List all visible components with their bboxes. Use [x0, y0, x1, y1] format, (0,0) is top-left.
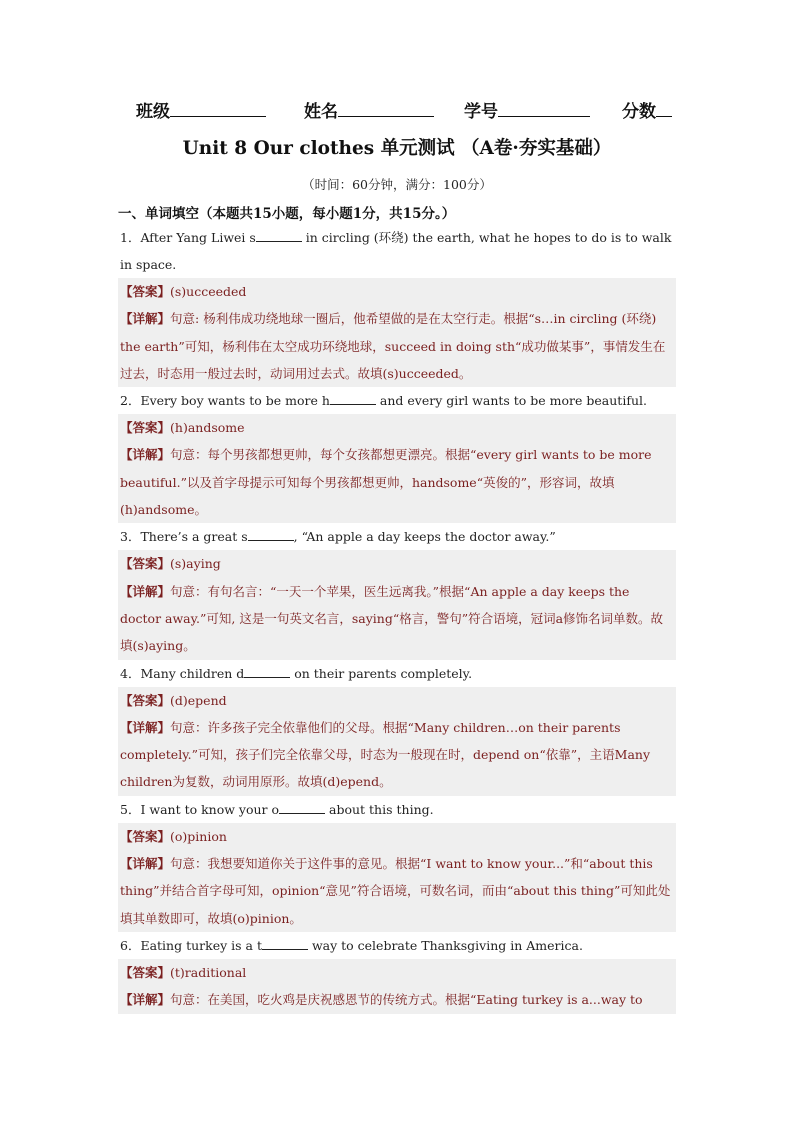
answer-tag: 【答案】 — [120, 828, 171, 844]
explanation-box — [118, 305, 676, 387]
answer-blank — [256, 229, 302, 242]
name-blank[interactable] — [338, 100, 434, 117]
score-label: 分数 — [622, 102, 656, 122]
answer-box — [118, 959, 676, 986]
question-item: 6．Eating turkey is a t way to celebrate Thanksgiving in America. — [120, 937, 583, 953]
explanation-box — [118, 714, 676, 796]
score-blank[interactable] — [656, 100, 672, 117]
question-item: 5．I want to know your o about this thing. — [120, 801, 434, 817]
explanation-text: 句意：我想要知道你关于这件事的意见。根据“I want to know your...”和“about this thing”并结合首字母可知，opinion“意见”符合语境，可数名词，而由“about this thing”可知此处填其单数即可，故填(o)pinion。 — [120, 856, 671, 926]
name-label: 姓名 — [304, 102, 338, 122]
document-subtitle: （时间：60分钟，满分：100分） — [302, 177, 492, 192]
section-heading: 一、单词填空（本题共15小题，每小题1分，共15分。） — [118, 206, 456, 222]
document-title: Unit 8 Our clothes 单元测试 （A卷·夯实基础） — [182, 138, 612, 159]
answer-tag: 【答案】 — [120, 284, 171, 299]
class-field[interactable] — [136, 97, 266, 122]
answer-text: (t)raditional — [170, 964, 247, 980]
detail-tag: 【详解】 — [120, 856, 171, 872]
answer-blank — [244, 665, 290, 678]
explanation-text: 句意：每个男孩都想更帅，每个女孩都想更漂亮。根据“every girl wants to be more beautiful.”以及首字母提示可知每个男孩都想更帅，handsome“英俊的”，形容词，故填(h)andsome。 — [120, 447, 652, 518]
detail-tag: 【详解】 — [120, 447, 171, 463]
class-label: 班级 — [136, 102, 170, 122]
explanation-text: 句意：有句名言：“一天一个苹果，医生远离我。”根据“An apple a day keeps the doctor away.”可知, 这是一句英文名言，saying“格言，警句”符合语境，冠词a修饰名词单数。故填(s)aying。 — [120, 583, 664, 654]
question-item: 4．Many children d on their parents completely. — [120, 665, 473, 681]
explanation-box — [118, 986, 676, 1013]
explanation-box — [118, 850, 676, 932]
detail-tag: 【详解】 — [120, 719, 171, 735]
answer-text: (s)ucceeded — [170, 284, 247, 299]
explanation-box — [118, 441, 676, 523]
answer-tag: 【答案】 — [120, 964, 171, 980]
answer-text: (d)epend — [170, 692, 227, 708]
student-info-line — [136, 97, 676, 123]
answer-tag: 【答案】 — [120, 692, 171, 708]
question-list — [118, 224, 676, 1014]
detail-tag: 【详解】 — [120, 311, 171, 327]
explanation-text: 句意: 杨利伟成功绕地球一圈后，他希望做的是在太空行走。根据“s…in circling (环绕) the earth”可知，杨利伟在太空成功环绕地球，succeed in doing sth“成功做某事”，事情发生在过去，时态用一般过去时，动词用过去式。故填(s)ucceeded。 — [120, 311, 666, 381]
answer-blank — [262, 937, 308, 950]
answer-tag: 【答案】 — [120, 420, 171, 436]
number-label: 学号 — [464, 102, 498, 122]
number-field[interactable] — [464, 97, 590, 122]
detail-tag: 【详解】 — [120, 583, 171, 599]
score-field[interactable] — [622, 97, 672, 122]
question-item: 3．There’s a great s , “An apple a day keeps the doctor away.” — [120, 529, 556, 545]
explanation-text: 句意：在美国，吃火鸡是庆祝感恩节的传统方式。根据“Eating turkey is a...way to — [170, 992, 643, 1008]
class-blank[interactable] — [170, 100, 266, 117]
explanation-text: 句意：许多孩子完全依靠他们的父母。根据“Many children…on their parents completely.”可知，孩子们完全依靠父母，时态为一般现在时，depend on“依靠”，主语Many children为复数，动词用原形。故填(d)epend。 — [120, 719, 651, 790]
name-field[interactable] — [304, 97, 434, 122]
explanation-box — [118, 578, 676, 660]
answer-text: (s)aying — [170, 556, 221, 572]
question-item: 1．After Yang Liwei s in circling (环绕) the earth, what he hopes to do is to walk in space. — [120, 230, 672, 272]
answer-box — [118, 414, 676, 441]
number-blank[interactable] — [498, 100, 590, 117]
answer-box — [118, 823, 676, 850]
answer-box — [118, 550, 676, 577]
detail-tag: 【详解】 — [120, 992, 171, 1008]
answer-blank — [279, 801, 325, 814]
answer-box — [118, 278, 676, 305]
answer-text: (h)andsome — [170, 420, 245, 436]
answer-text: (o)pinion — [170, 828, 227, 844]
answer-box — [118, 687, 676, 714]
question-item: 2．Every boy wants to be more h and every girl wants to be more beautiful. — [120, 393, 647, 409]
answer-blank — [248, 528, 294, 541]
answer-tag: 【答案】 — [120, 556, 171, 572]
answer-blank — [330, 392, 376, 405]
